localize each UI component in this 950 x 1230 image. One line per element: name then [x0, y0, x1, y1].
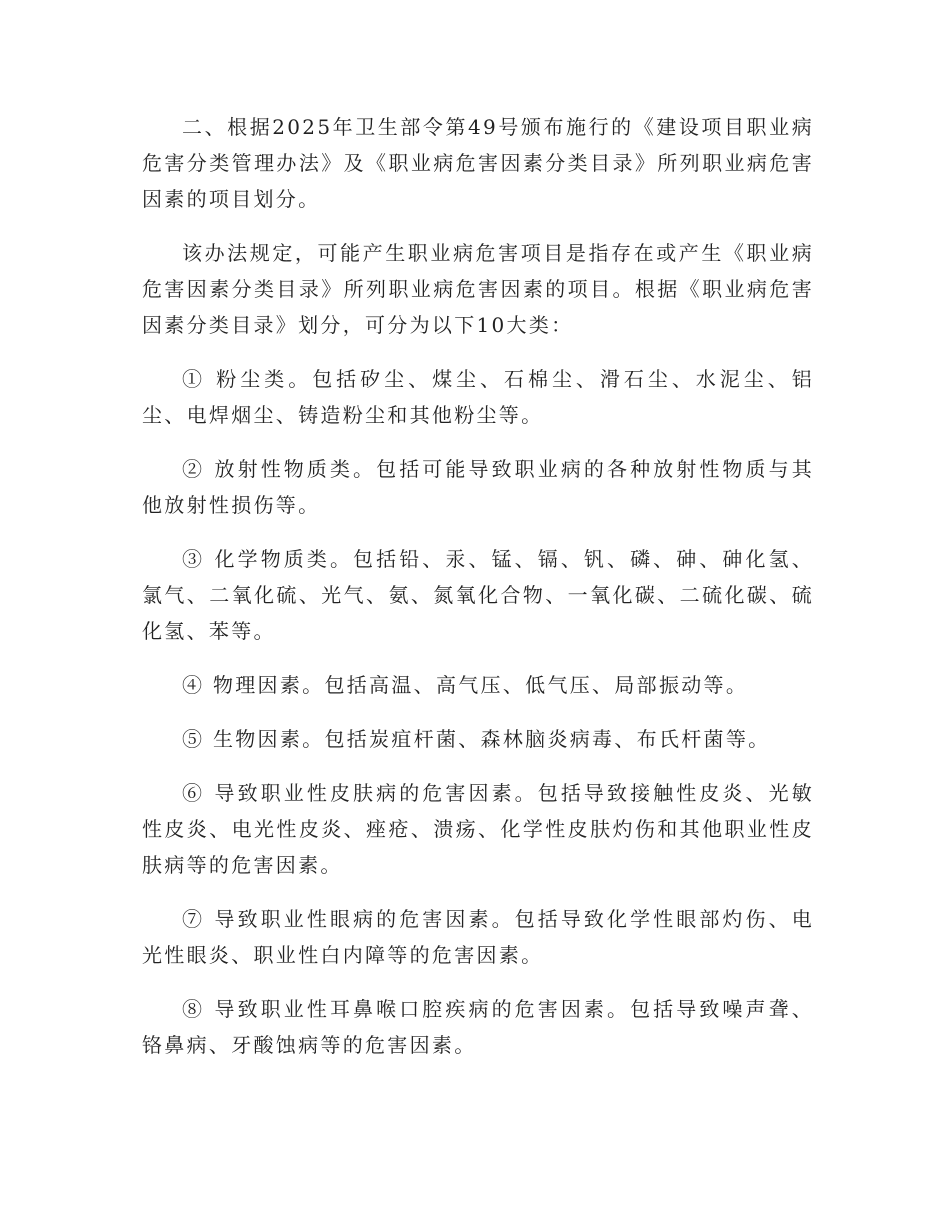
document-body: [142, 109, 814, 1081]
list-item-eye-disease: ⑦ 导致职业性眼病的危害因素。包括导致化学性眼部灼伤、电光性眼炎、职业性白内障等的危害因素。: [142, 907, 814, 967]
list-item-biological: ⑤ 生物因素。包括炭疽杆菌、森林脑炎病毒、布氏杆菌等。: [182, 727, 771, 751]
list-item-dust: ① 粉尘类。包括矽尘、煤尘、石棉尘、滑石尘、水泥尘、铝尘、电焊烟尘、铸造粉尘和其他粉尘等。: [142, 367, 814, 427]
paragraph-method-definition: 该办法规定，可能产生职业病危害项目是指存在或产生《职业病危害因素分类目录》所列职业病危害因素的项目。根据《职业病危害因素分类目录》划分，可分为以下10大类：: [142, 241, 814, 337]
list-item-ent-disease: ⑧ 导致职业性耳鼻喉口腔疾病的危害因素。包括导致噪声聋、铬鼻病、牙酸蚀病等的危害因素。: [142, 997, 814, 1057]
list-item-radioactive: ② 放射性物质类。包括可能导致职业病的各种放射性物质与其他放射性损伤等。: [142, 457, 814, 517]
paragraph-legal-basis: 二、根据2025年卫生部令第49号颁布施行的《建设项目职业病危害分类管理办法》及《职业病危害因素分类目录》所列职业病危害因素的项目划分。: [142, 115, 814, 211]
list-item-physical: ④ 物理因素。包括高温、高气压、低气压、局部振动等。: [182, 673, 749, 697]
list-item-chemical: ③ 化学物质类。包括铅、汞、锰、镉、钒、磷、砷、砷化氢、氯气、二氧化硫、光气、氨、氮氧化合物、一氧化碳、二硫化碳、硫化氢、苯等。: [142, 547, 814, 643]
list-item-skin-disease: ⑥ 导致职业性皮肤病的危害因素。包括导致接触性皮炎、光敏性皮炎、电光性皮炎、痤疮、溃疡、化学性皮肤灼伤和其他职业性皮肤病等的危害因素。: [142, 781, 814, 877]
